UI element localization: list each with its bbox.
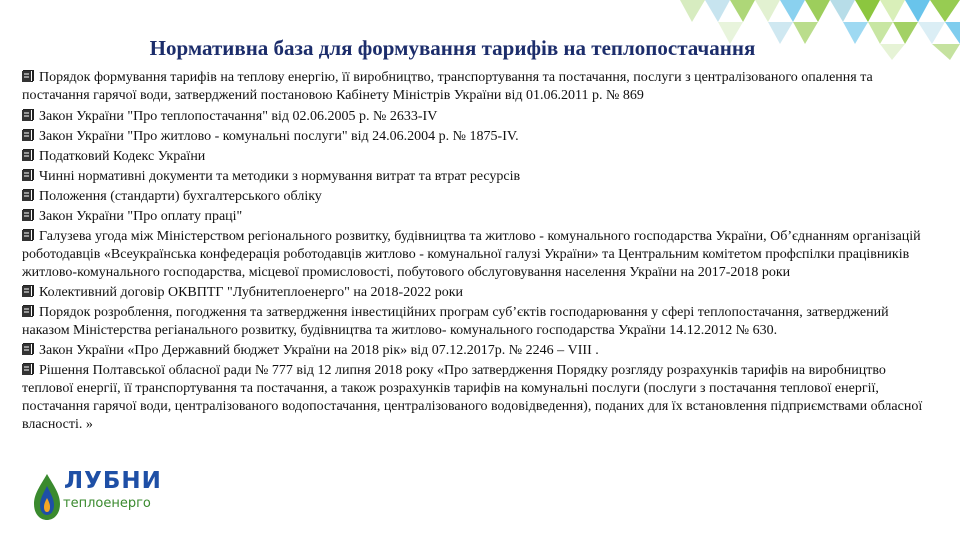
list-item <box>22 108 927 126</box>
list-item-text: Закон України "Про оплату праці" <box>39 209 243 224</box>
slide-title: Нормативна база для формування тарифів на теплопостачання <box>149 36 756 60</box>
list-item-text: Чинні нормативні документи та методики з нормування витрат та втрат ресурсів <box>39 169 521 184</box>
list-item <box>22 228 927 282</box>
document-stack-icon <box>22 129 35 141</box>
list-item <box>22 148 927 166</box>
list-item <box>22 304 927 340</box>
list-item-text: Порядок розроблення, погодження та затвердження інвестиційних програм суб’єктів господарювання у сфері теплопостачання, затверджений наказом Міністерства регіанального розвитку, будівництва та житлово- комунального господарства України 14.12.2012 № 630. <box>22 305 889 338</box>
list-item-text: Закон України "Про житлово - комунальні послуги" від 24.06.2004 р. № 1875-IV. <box>39 129 519 144</box>
document-stack-icon <box>22 169 35 181</box>
regulations-list <box>22 69 927 436</box>
document-stack-icon <box>22 363 35 375</box>
document-stack-icon <box>22 109 35 121</box>
list-item <box>22 284 927 302</box>
list-item-text: Рішення Полтавської обласної ради № 777 від 12 липня 2018 року «Про затвердження Порядку розгляду розрахунків тарифів на виробництво теплової енергії, її транспортування та постачання, а також розрахунків тарифів на комунальні послуги (послуги з постачання теплової енергії, постачання гарячої води, централізованого водопостачання, централізованого водовідведення), поданих для їх встановлення підприємствами обласної власності. » <box>22 363 923 432</box>
list-item <box>22 188 927 206</box>
company-logo <box>30 468 190 524</box>
list-item-text: Галузева угода між Міністерством регіонального розвитку, будівництва та житлово - комунального господарства України, Об’єднанням організацій роботодавців «Всеукраїнська конфедерація роботодавців житлово - комунальної галузі України» та Центральним комітетом профспілки працівників житлово-комунального господарства, місцевої промисловості, побутового обслуговування населення України на 2017-2018 роки <box>22 229 921 280</box>
logo-subtitle: теплоенерго <box>63 496 151 511</box>
document-stack-icon <box>22 189 35 201</box>
document-stack-icon <box>22 209 35 221</box>
list-item <box>22 168 927 186</box>
list-item <box>22 342 927 360</box>
list-item-text: Колективний договір ОКВПТГ "Лубнитеплоенерго" на 2018-2022 роки <box>39 285 463 300</box>
document-stack-icon <box>22 149 35 161</box>
document-stack-icon <box>22 305 35 317</box>
logo-title: ЛУБНИ <box>64 468 162 494</box>
document-stack-icon <box>22 229 35 241</box>
list-item <box>22 128 927 146</box>
list-item <box>22 69 927 105</box>
list-item <box>22 362 927 434</box>
document-stack-icon <box>22 343 35 355</box>
flame-drop-icon <box>30 472 64 522</box>
document-stack-icon <box>22 70 35 82</box>
list-item-text: Закон України «Про Державний бюджет України на 2018 рік» від 07.12.2017р. № 2246 – VIII . <box>39 343 599 358</box>
list-item-text: Положення (стандарти) бухгалтерського обліку <box>39 189 322 204</box>
list-item-text: Податковий Кодекс України <box>39 149 206 164</box>
list-item-text: Закон України "Про теплопостачання" від 02.06.2005 р. № 2633-IV <box>39 109 438 124</box>
document-stack-icon <box>22 285 35 297</box>
list-item-text: Порядок формування тарифів на теплову енергію, її виробництво, транспортування та постачання, послуги з централізованого опалення та постачання гарячої води, затверджений постановою Кабінету Міністрів України від 01.06.2011 р. № 869 <box>22 70 873 103</box>
list-item <box>22 208 927 226</box>
